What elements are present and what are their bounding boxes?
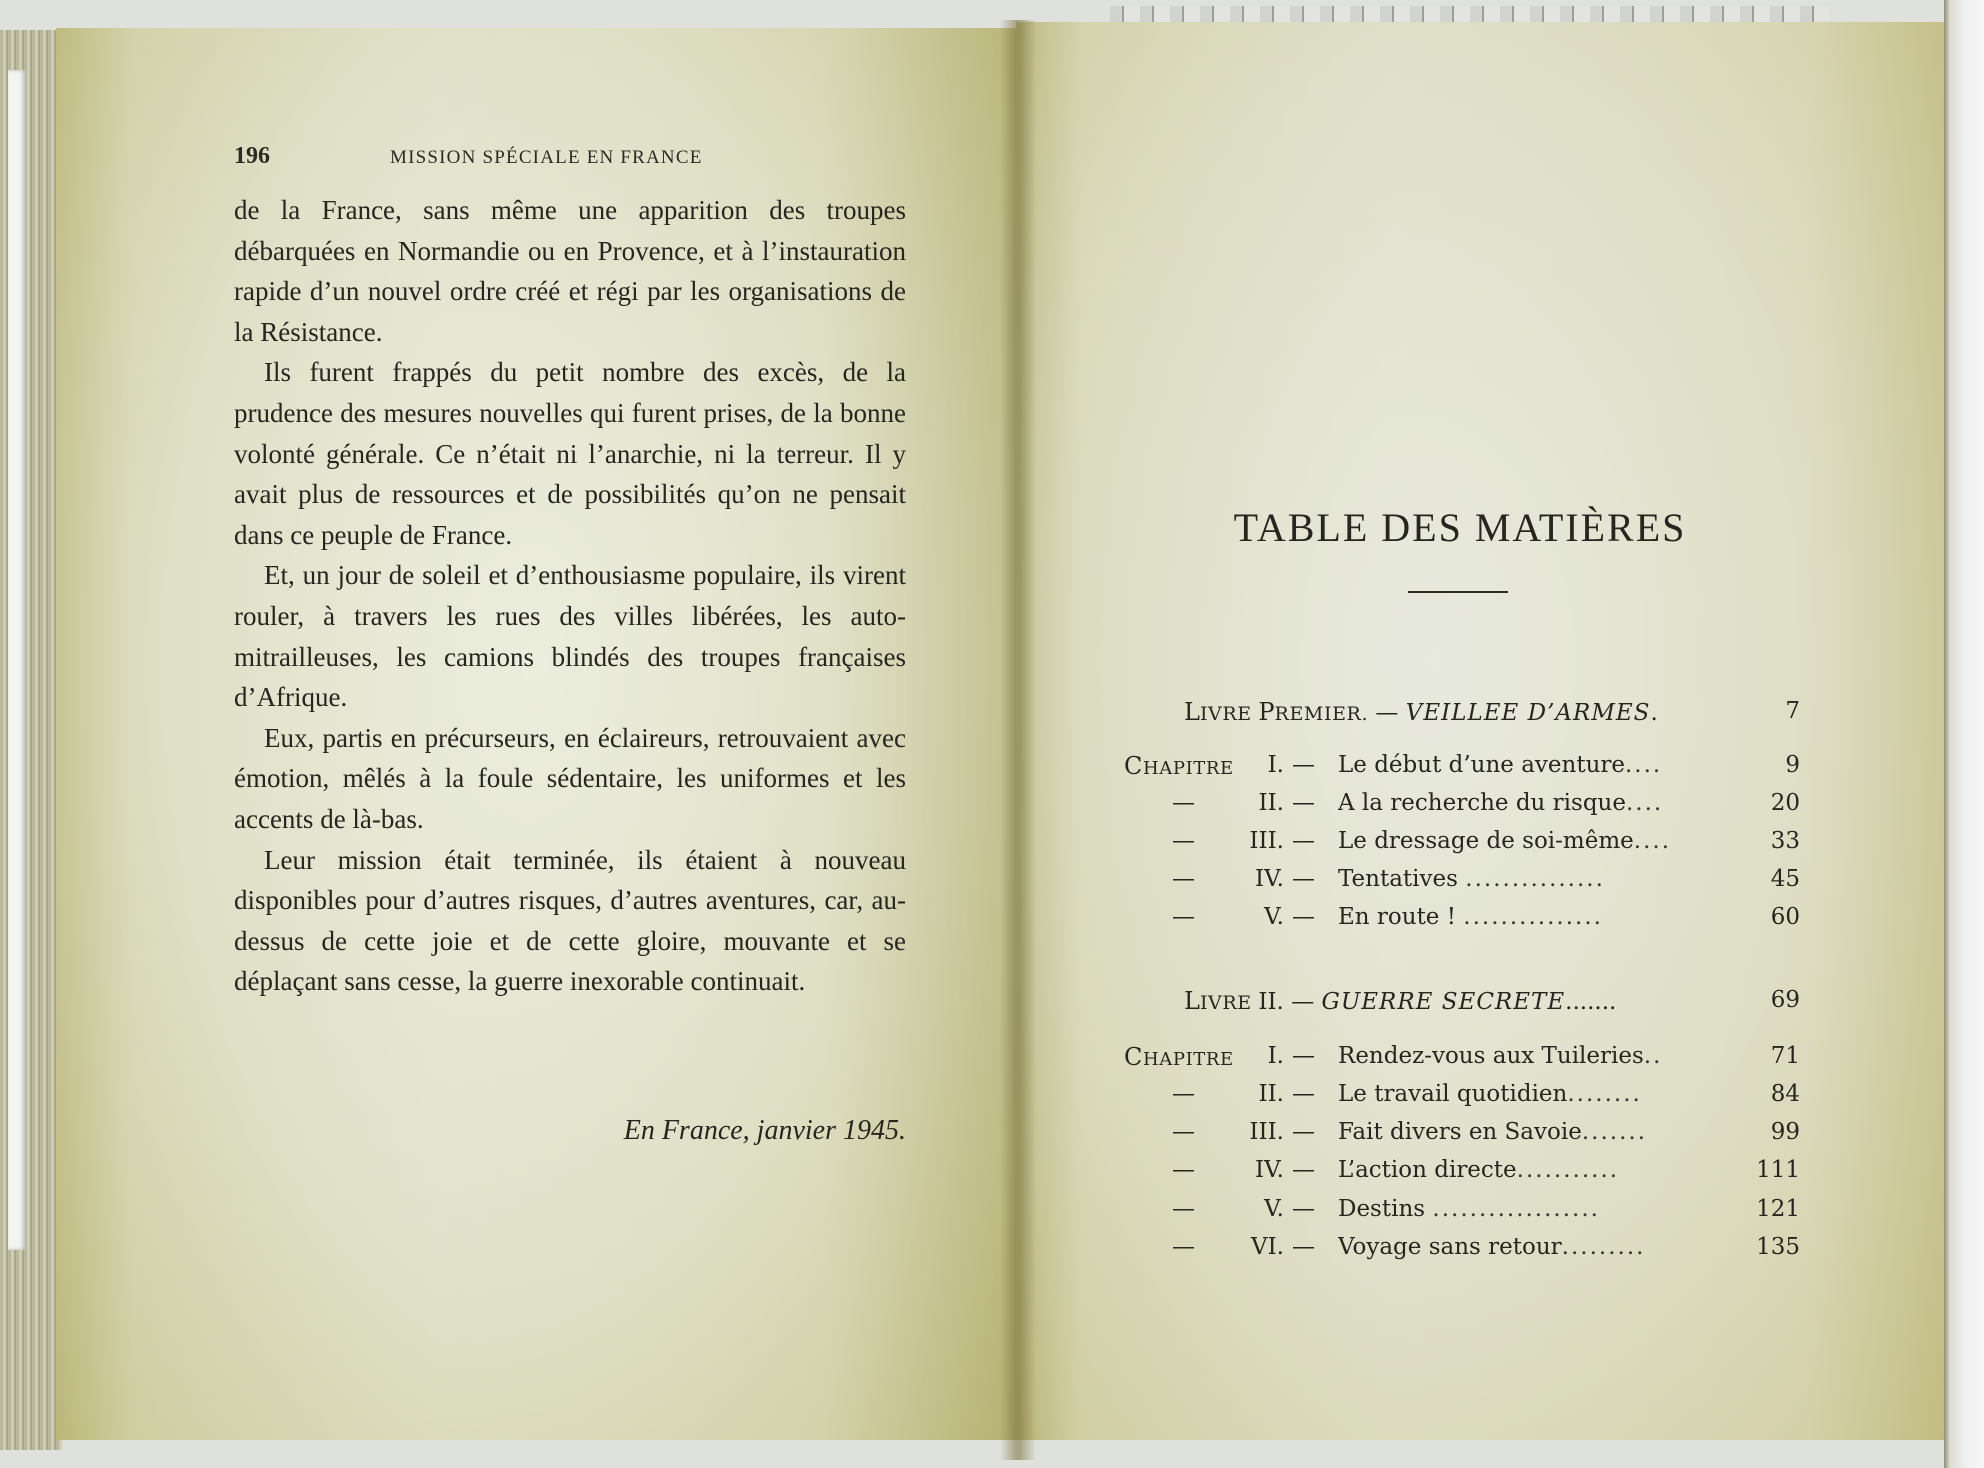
toc-row bbox=[1124, 1234, 1800, 1268]
toc-page-number: 60 bbox=[1770, 904, 1800, 930]
toc-page-number: 33 bbox=[1770, 828, 1800, 854]
toc-row bbox=[1124, 790, 1800, 824]
chapter-number: III. bbox=[1249, 828, 1284, 854]
chapter-title: En route ! ............... bbox=[1338, 904, 1603, 930]
left-paper-edge bbox=[8, 70, 26, 1250]
separator: — bbox=[1292, 752, 1315, 778]
separator: — bbox=[1292, 1119, 1315, 1145]
ditto-dash: — bbox=[1172, 866, 1195, 892]
chapter-number: IV. bbox=[1255, 1157, 1284, 1183]
toc-book-heading bbox=[1124, 987, 1800, 1021]
page-number: 196 bbox=[234, 143, 270, 169]
ditto-dash: — bbox=[1172, 790, 1195, 816]
book-label: LIVRE PREMIER. — VEILLEE D’ARMES. bbox=[1184, 698, 1658, 726]
running-title: MISSION SPÉCIALE EN FRANCE bbox=[390, 147, 703, 168]
toc-page-number: 99 bbox=[1770, 1119, 1800, 1145]
ditto-dash: — bbox=[1172, 1081, 1195, 1107]
toc-row bbox=[1124, 866, 1800, 900]
chapter-number: II. bbox=[1258, 1081, 1284, 1107]
toc-page-number: 84 bbox=[1770, 1081, 1800, 1107]
chapter-number: III. bbox=[1249, 1119, 1284, 1145]
chapter-number: V. bbox=[1264, 1196, 1284, 1222]
ditto-dash: — bbox=[1172, 1234, 1195, 1260]
chapter-title: Le travail quotidien........ bbox=[1338, 1081, 1642, 1107]
toc-row bbox=[1124, 1196, 1800, 1230]
title-rule bbox=[1408, 591, 1508, 593]
separator: — bbox=[1292, 1196, 1315, 1222]
paragraph: Et, un jour de soleil et d’enthousiasme populaire, ils virent rouler, à travers les rues des villes libérées, les auto-mitrailleuses, les camions blindés des troupes françaises d’Afrique. bbox=[234, 560, 906, 713]
chapter-number: V. bbox=[1264, 904, 1284, 930]
toc-row bbox=[1124, 1119, 1800, 1153]
toc-page-number: 45 bbox=[1770, 866, 1800, 892]
chapter-number: IV. bbox=[1255, 866, 1284, 892]
chapter-title: A la recherche du risque.... bbox=[1338, 790, 1664, 816]
toc-row bbox=[1124, 1157, 1800, 1191]
separator: — bbox=[1292, 1043, 1315, 1069]
toc-title: TABLE DES MATIÈRES bbox=[1233, 505, 1687, 550]
book-label: LIVRE II. — GUERRE SECRETE....... bbox=[1184, 987, 1617, 1015]
chapter-number: II. bbox=[1258, 790, 1284, 816]
paragraph: Ils furent frappés du petit nombre des excès, de la prudence des mesures nouvelles qui furent prises, de la bonne volonté générale. Ce n’était ni l’anarchie, ni la terreur. Il y avait plus de ressources et de possibilités qu’on ne pensait dans ce peuple de France. bbox=[234, 357, 906, 550]
chapter-title: Destins .................. bbox=[1338, 1196, 1600, 1222]
separator: — bbox=[1292, 904, 1315, 930]
toc-row bbox=[1124, 904, 1800, 938]
paragraph: de la France, sans même une apparition des troupes débarquées en Normandie ou en Provence, et à l’instauration rapide d’un nouvel ordre créé et régi par les organisations de la Résistance. bbox=[234, 195, 906, 347]
ditto-dash: — bbox=[1172, 1119, 1195, 1145]
paragraph: Leur mission était terminée, ils étaient à nouveau disponibles pour d’autres risques, d’autres aventures, car, au-dessus de cette joie et de cette gloire, mouvante et se déplaçant sans cesse, la guerre inexorable continuait. bbox=[234, 844, 906, 997]
separator: — bbox=[1292, 1157, 1315, 1183]
chapter-title: L’action directe........... bbox=[1338, 1157, 1620, 1183]
chapter-title: Voyage sans retour......... bbox=[1338, 1234, 1646, 1260]
toc-row bbox=[1124, 1043, 1800, 1077]
book-title: GUERRE SECRETE bbox=[1321, 989, 1566, 1015]
toc-page-number: 7 bbox=[1785, 698, 1800, 724]
toc-row bbox=[1124, 828, 1800, 862]
chapter-title: Le début d’une aventure.... bbox=[1338, 752, 1663, 778]
book-gutter bbox=[1000, 20, 1036, 1460]
ditto-dash: — bbox=[1172, 904, 1195, 930]
chapter-number: I. bbox=[1267, 752, 1284, 778]
ditto-dash: — bbox=[1172, 1157, 1195, 1183]
top-paper-edge bbox=[1110, 6, 1830, 22]
separator: — bbox=[1292, 1081, 1315, 1107]
separator: — bbox=[1292, 866, 1315, 892]
separator: — bbox=[1292, 790, 1315, 816]
body-text bbox=[234, 190, 906, 1002]
place-date-signature: En France, janvier 1945. bbox=[623, 1115, 906, 1146]
toc-page-number: 9 bbox=[1785, 752, 1800, 778]
chapter-title: Fait divers en Savoie....... bbox=[1338, 1119, 1648, 1145]
toc-row bbox=[1124, 752, 1800, 786]
toc-page-number: 111 bbox=[1756, 1157, 1800, 1183]
chapter-number: I. bbox=[1267, 1043, 1284, 1069]
toc-page-number: 135 bbox=[1756, 1234, 1800, 1260]
toc-page-number: 121 bbox=[1756, 1196, 1800, 1222]
toc-row bbox=[1124, 1081, 1800, 1115]
toc-page-number: 69 bbox=[1770, 987, 1800, 1013]
toc-book-heading bbox=[1124, 698, 1800, 732]
ditto-dash: — bbox=[1172, 1196, 1195, 1222]
ditto-dash: — bbox=[1172, 828, 1195, 854]
separator: — bbox=[1292, 828, 1315, 854]
paragraph: Eux, partis en précurseurs, en éclaireurs, retrouvaient avec émotion, mêlés à la foule sédentaire, les uniformes et les accents de là-bas. bbox=[234, 722, 906, 834]
chapter-title: Le dressage de soi-même.... bbox=[1338, 828, 1672, 854]
chapter-number: VI. bbox=[1250, 1234, 1284, 1260]
separator: — bbox=[1292, 1234, 1315, 1260]
chapter-label: CHAPITRE bbox=[1124, 752, 1234, 780]
chapter-title: Rendez-vous aux Tuileries.. bbox=[1338, 1043, 1663, 1069]
chapter-title: Tentatives ............... bbox=[1338, 866, 1605, 892]
toc-page-number: 20 bbox=[1770, 790, 1800, 816]
chapter-label: CHAPITRE bbox=[1124, 1043, 1234, 1071]
book-title: VEILLEE D’ARMES bbox=[1405, 700, 1651, 726]
right-paper-edge bbox=[1944, 0, 1984, 1468]
toc-page-number: 71 bbox=[1770, 1043, 1800, 1069]
